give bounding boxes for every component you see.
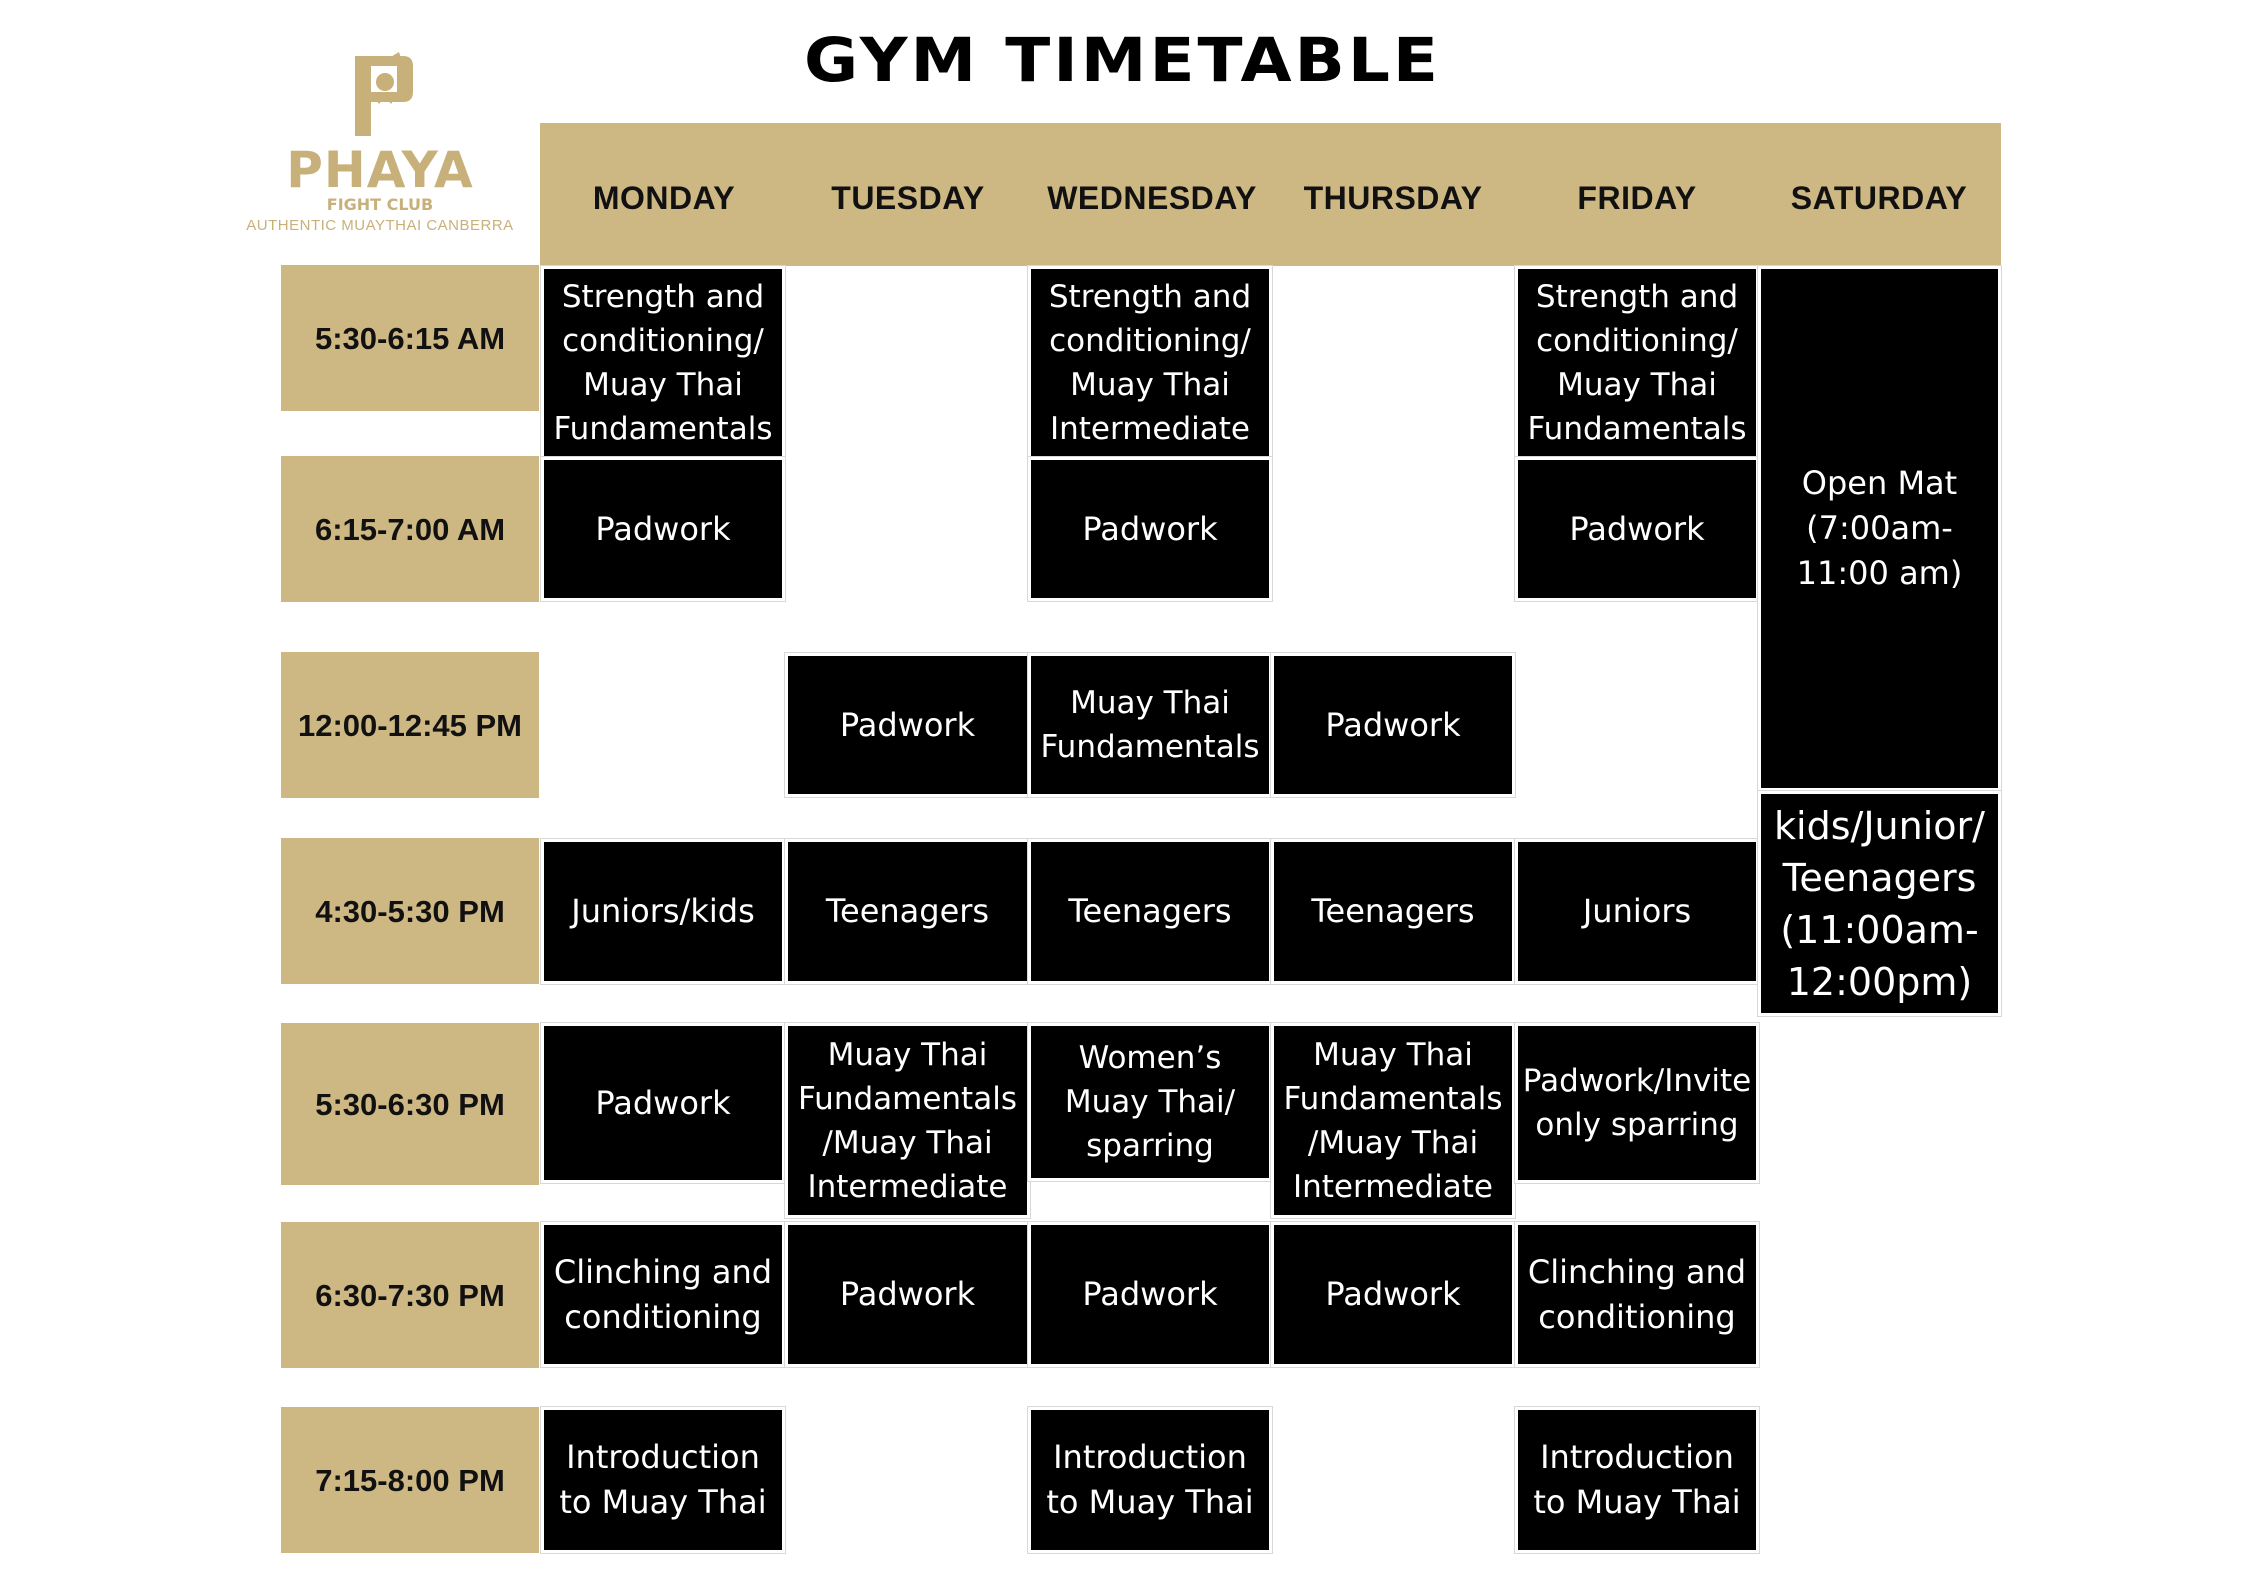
class-cell: Padwork	[785, 1222, 1030, 1367]
fighter-monogram-icon	[345, 52, 415, 140]
class-cell: Padwork/Invite only sparring	[1515, 1023, 1759, 1183]
class-cell: Teenagers	[1028, 839, 1272, 984]
day-header-monday: MONDAY	[592, 180, 736, 216]
club-logo	[240, 52, 520, 242]
class-cell: Clinching and conditioning	[1515, 1222, 1759, 1367]
class-cell: Teenagers	[1271, 839, 1515, 984]
class-cell: Muay Thai Fundamentals /Muay Thai Intermediate	[1271, 1023, 1515, 1218]
time-slot-615am: 6:15-7:00 AM	[281, 456, 539, 602]
time-slot-530am: 5:30-6:15 AM	[281, 265, 539, 411]
time-slot-430pm: 4:30-5:30 PM	[281, 838, 539, 984]
day-header-thursday: THURSDAY	[1303, 180, 1483, 216]
class-cell: Padwork	[541, 1023, 785, 1183]
class-cell: Padwork	[1515, 457, 1759, 601]
class-cell: Muay Thai Fundamentals /Muay Thai Intermediate	[785, 1023, 1030, 1218]
time-slot-630pm: 6:30-7:30 PM	[281, 1222, 539, 1368]
page-title: GYM TIMETABLE	[804, 25, 1441, 96]
class-cell: Strength and conditioning/ Muay Thai Fundamentals	[541, 266, 785, 459]
class-cell: Padwork	[1271, 1222, 1515, 1367]
logo-subtitle: FIGHT CLUB	[326, 195, 434, 214]
day-header-wednesday: WEDNESDAY	[1047, 180, 1257, 216]
time-slot-530pm: 5:30-6:30 PM	[281, 1023, 539, 1185]
time-slot-715pm: 7:15-8:00 PM	[281, 1407, 539, 1553]
class-cell: Padwork	[785, 653, 1030, 797]
class-cell-kids-juniors-teenagers: kids/Junior/ Teenagers (11:00am- 12:00pm)	[1758, 791, 2001, 1016]
logo-brand: PHAYA	[286, 141, 474, 199]
day-header-saturday: SATURDAY	[1790, 180, 1968, 216]
class-cell-open-mat: Open Mat (7:00am- 11:00 am)	[1758, 266, 2001, 791]
class-cell: Padwork	[541, 457, 785, 601]
class-cell: Introduction to Muay Thai	[1028, 1407, 1272, 1553]
class-cell: Strength and conditioning/ Muay Thai Fundamentals	[1515, 266, 1759, 459]
class-cell: Introduction to Muay Thai	[541, 1407, 785, 1553]
class-cell: Clinching and conditioning	[541, 1222, 785, 1367]
time-slot-1200pm: 12:00-12:45 PM	[281, 652, 539, 798]
class-cell: Padwork	[1271, 653, 1515, 797]
day-header-friday: FRIDAY	[1577, 180, 1697, 216]
class-cell: Juniors	[1515, 839, 1759, 984]
class-cell: Padwork	[1028, 1222, 1272, 1367]
class-cell: Juniors/kids	[541, 839, 785, 984]
day-header-tuesday: TUESDAY	[831, 180, 985, 216]
logo-tagline: AUTHENTIC MUAYTHAI CANBERRA	[246, 217, 514, 234]
class-cell: Muay Thai Fundamentals	[1028, 653, 1272, 797]
class-cell: Women’s Muay Thai/ sparring	[1028, 1023, 1272, 1181]
class-cell: Strength and conditioning/ Muay Thai Intermediate	[1028, 266, 1272, 459]
class-cell: Teenagers	[785, 839, 1030, 984]
class-cell: Introduction to Muay Thai	[1515, 1407, 1759, 1553]
class-cell: Padwork	[1028, 457, 1272, 601]
